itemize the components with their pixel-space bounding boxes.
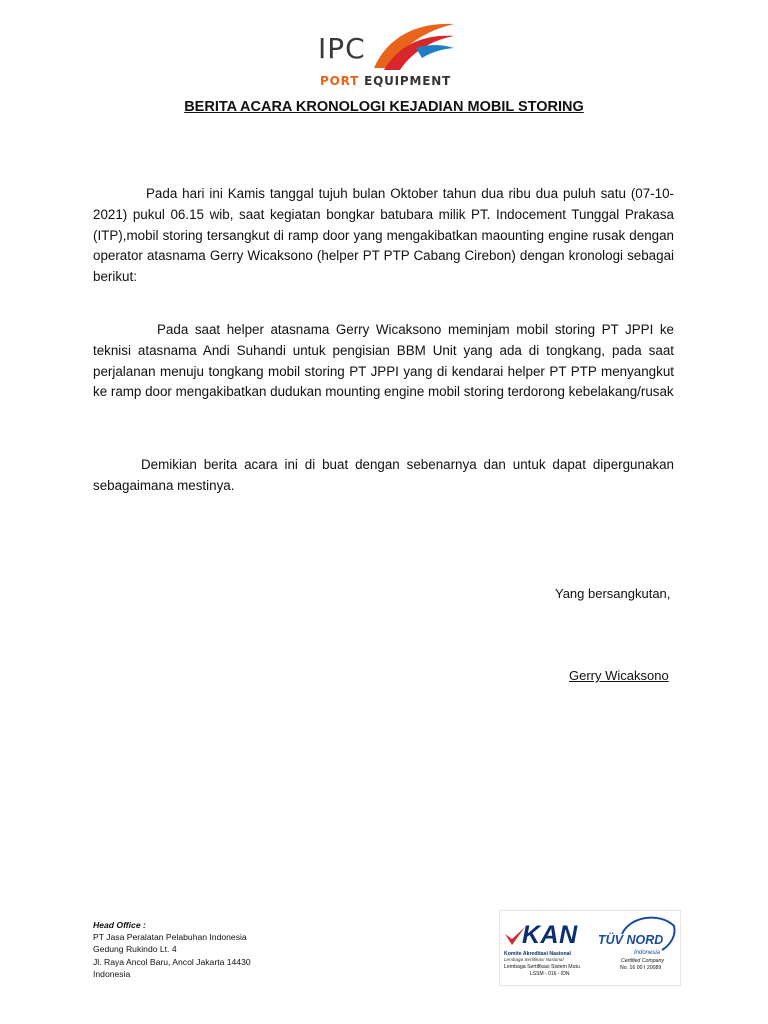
tuv-certified: Certified Company bbox=[621, 958, 664, 964]
footer-street: Jl. Raya Ancol Baru, Ancol Jakarta 14430 bbox=[93, 956, 251, 967]
logo-brand-text: IPC bbox=[318, 32, 366, 65]
kan-line-4: LSSM - 016 - IDN bbox=[530, 971, 570, 977]
logo-subtitle bbox=[320, 74, 451, 88]
tuv-country: Indonesia bbox=[634, 950, 661, 956]
kan-line-3: Lembaga Sertifikasi Sistem Mutu bbox=[504, 964, 580, 970]
paragraph-chronology: Pada saat helper atasnama Gerry Wicaksono meminjam mobil storing PT JPPI ke teknisi atasnama Andi Suhandi untuk pengisian BBM Unit yang ada di tongkang, pada saat perjalanan menuju tongkang mobil storing PT JPPI yang di kendarai helper PT PTP menyangkut ke ramp door mengakibatkan dudukan mounting engine mobil storing terdorong kebelakang/rusak bbox=[93, 322, 674, 400]
kan-line-2: Lembaga Sertifikasi Nasional bbox=[504, 957, 564, 962]
kan-logo-text: KAN bbox=[522, 921, 578, 949]
tuv-number: No. 16 00 I 20089 bbox=[620, 965, 662, 971]
signature-label: Yang bersangkutan, bbox=[555, 586, 671, 601]
head-office-label: Head Office : bbox=[93, 920, 146, 930]
logo-port-text: PORT bbox=[320, 74, 360, 88]
certification-logos bbox=[499, 910, 681, 986]
footer-country: Indonesia bbox=[93, 968, 131, 979]
signature-name: Gerry Wicaksono bbox=[569, 668, 669, 683]
footer-company: PT Jasa Peralatan Pelabuhan Indonesia bbox=[93, 932, 247, 943]
footer-address bbox=[93, 919, 251, 980]
kan-line-1: Komite Akreditasi Nasional bbox=[504, 951, 571, 957]
paragraph-intro: Pada hari ini Kamis tanggal tujuh bulan Oktober tahun dua ribu dua puluh satu (07-10-2021) pukul 06.15 wib, saat kegiatan bongkar batubara milik PT. Indocement Tunggal Prakasa (ITP),mobil storing tersangkut di ramp door yang mengakibatkan maounting engine rusak dengan operator atasnama Gerry Wicaksono (helper PT PTP Cabang Cirebon) dengan kronologi sebagai berikut: bbox=[93, 186, 674, 285]
tuv-logo-text: TÜV NORD bbox=[598, 933, 664, 947]
paragraph-closing: Demikian berita acara ini di buat dengan sebenarnya dan untuk dapat dipergunakan sebagaimana mestinya. bbox=[93, 457, 674, 493]
document-title: BERITA ACARA KRONOLOGI KEJADIAN MOBIL STORING bbox=[184, 99, 584, 115]
logo-equipment-text: EQUIPMENT bbox=[364, 74, 452, 88]
company-logo bbox=[318, 18, 458, 90]
logo-swoosh-icon bbox=[370, 18, 456, 74]
footer-building: Gedung Rukindo Lt. 4 bbox=[93, 944, 177, 955]
